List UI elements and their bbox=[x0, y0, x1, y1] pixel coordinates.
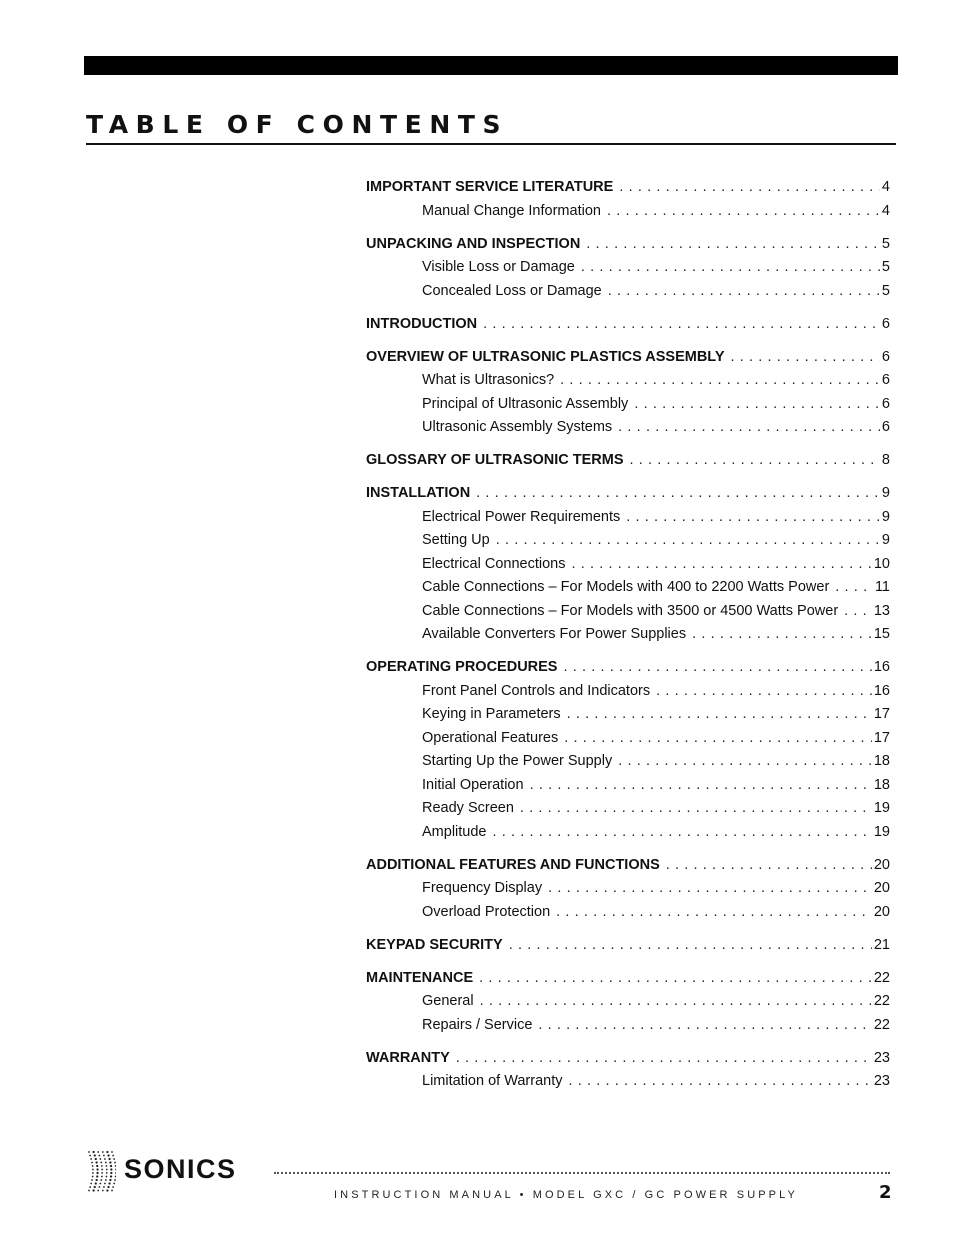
toc-subentry[interactable] bbox=[366, 990, 890, 1014]
toc-subentry[interactable] bbox=[366, 727, 890, 751]
toc-section-title: INTRODUCTION bbox=[366, 315, 478, 332]
toc-page-number: 9 bbox=[881, 485, 890, 501]
toc-subentry-title: Ultrasonic Assembly Systems bbox=[422, 419, 613, 435]
toc-section-title: MAINTENANCE bbox=[366, 969, 474, 986]
toc-subentry[interactable] bbox=[366, 877, 890, 901]
toc-page-number: 9 bbox=[881, 508, 890, 525]
toc-subentry[interactable] bbox=[366, 200, 890, 224]
toc-subentry-title: Front Panel Controls and Indicators bbox=[422, 682, 651, 699]
toc-section-entry[interactable] bbox=[366, 233, 890, 257]
toc-page-number: 22 bbox=[873, 969, 890, 986]
toc-section-entry[interactable] bbox=[366, 1047, 890, 1071]
dot-leader bbox=[608, 280, 880, 304]
toc-page-number: 18 bbox=[873, 753, 890, 769]
toc-subentry-title: Manual Change Information bbox=[422, 202, 601, 219]
dot-leader bbox=[656, 680, 872, 704]
toc-page-number: 9 bbox=[881, 532, 890, 548]
toc-section bbox=[366, 313, 890, 337]
toc-section bbox=[366, 1047, 890, 1094]
toc-page-number: 10 bbox=[873, 555, 890, 572]
dot-leader bbox=[731, 346, 880, 370]
toc-subentry-title: Ready Screen bbox=[422, 800, 514, 816]
toc-subentry-title: Operational Features bbox=[422, 729, 559, 746]
toc-page-number: 21 bbox=[873, 936, 890, 953]
toc-subentry-title: Concealed Loss or Damage bbox=[422, 282, 602, 299]
toc-section-entry[interactable] bbox=[366, 854, 890, 878]
toc-section bbox=[366, 346, 890, 440]
toc-subentry[interactable] bbox=[366, 1014, 890, 1038]
toc-page-number: 6 bbox=[881, 315, 890, 332]
page-title: TABLE OF CONTENTS bbox=[86, 110, 509, 139]
dot-leader bbox=[548, 877, 872, 901]
toc-section-title: IMPORTANT SERVICE LITERATURE bbox=[366, 179, 614, 195]
toc-section-entry[interactable] bbox=[366, 482, 890, 506]
toc-section-entry[interactable] bbox=[366, 346, 890, 370]
toc-section bbox=[366, 854, 890, 925]
toc-section-title: UNPACKING AND INSPECTION bbox=[366, 235, 581, 252]
toc-subentry[interactable] bbox=[366, 600, 890, 624]
toc-page-number: 5 bbox=[881, 282, 890, 299]
toc-subentry[interactable] bbox=[366, 901, 890, 925]
toc-section bbox=[366, 934, 890, 958]
toc-section bbox=[366, 233, 890, 304]
toc-page-number: 20 bbox=[873, 903, 890, 920]
toc-page-number: 4 bbox=[881, 179, 890, 195]
toc-section-title: OPERATING PROCEDURES bbox=[366, 659, 558, 675]
table-of-contents bbox=[366, 176, 890, 1094]
toc-page-number: 6 bbox=[881, 372, 890, 388]
toc-subentry[interactable] bbox=[366, 797, 890, 821]
toc-page-number: 18 bbox=[873, 776, 890, 793]
toc-page-number: 23 bbox=[873, 1073, 890, 1089]
toc-page-number: 22 bbox=[873, 1016, 890, 1033]
dot-leader bbox=[496, 529, 880, 553]
toc-page-number: 4 bbox=[881, 202, 890, 219]
toc-subentry-title: Keying in Parameters bbox=[422, 706, 561, 722]
toc-page-number: 5 bbox=[881, 235, 890, 252]
dot-leader bbox=[479, 967, 872, 991]
toc-section-entry[interactable] bbox=[366, 967, 890, 991]
dot-leader bbox=[568, 1070, 871, 1094]
toc-section bbox=[366, 967, 890, 1038]
dot-leader bbox=[476, 482, 880, 506]
toc-subentry[interactable] bbox=[366, 506, 890, 530]
dot-leader bbox=[483, 313, 880, 337]
toc-subentry[interactable] bbox=[366, 576, 890, 600]
page-number: 2 bbox=[879, 1182, 892, 1203]
footer-manual-title: INSTRUCTION MANUAL • MODEL GXC / GC POWER SUPPLY bbox=[334, 1189, 798, 1201]
dot-leader bbox=[563, 656, 871, 680]
dot-leader bbox=[626, 506, 880, 530]
toc-subentry-title: Cable Connections – For Models with 400 to 2200 Watts Power bbox=[422, 579, 830, 595]
toc-subentry[interactable] bbox=[366, 680, 890, 704]
toc-page-number: 23 bbox=[873, 1049, 890, 1066]
footer-dotted-rule bbox=[274, 1160, 890, 1174]
toc-section-entry[interactable] bbox=[366, 176, 890, 200]
toc-page-number: 6 bbox=[881, 395, 890, 412]
toc-subentry[interactable] bbox=[366, 774, 890, 798]
dot-leader bbox=[560, 369, 880, 393]
toc-page-number: 11 bbox=[874, 579, 890, 595]
toc-subentry-title: Cable Connections – For Models with 3500 or 4500 Watts Power bbox=[422, 602, 839, 619]
toc-page-number: 19 bbox=[873, 823, 890, 840]
toc-section-title: INSTALLATION bbox=[366, 485, 471, 501]
dot-leader bbox=[619, 176, 880, 200]
toc-page-number: 5 bbox=[881, 259, 890, 275]
toc-subentry-title: Electrical Connections bbox=[422, 555, 566, 572]
dot-leader bbox=[480, 990, 872, 1014]
title-rule bbox=[86, 143, 896, 145]
toc-section bbox=[366, 176, 890, 223]
dot-leader bbox=[564, 727, 872, 751]
toc-section bbox=[366, 656, 890, 844]
toc-section-title: KEYPAD SECURITY bbox=[366, 936, 503, 953]
toc-section bbox=[366, 449, 890, 473]
dot-leader bbox=[835, 576, 873, 600]
toc-page-number: 13 bbox=[873, 602, 890, 619]
toc-subentry-title: What is Ultrasonics? bbox=[422, 372, 555, 388]
dot-leader bbox=[692, 623, 872, 647]
dot-leader bbox=[618, 416, 880, 440]
dot-leader bbox=[618, 750, 872, 774]
brand-name: SONICS bbox=[124, 1154, 237, 1184]
toc-subentry-title: Initial Operation bbox=[422, 776, 524, 793]
toc-section-entry[interactable] bbox=[366, 313, 890, 337]
dot-leader bbox=[581, 256, 880, 280]
sonics-logo-icon bbox=[86, 1150, 116, 1192]
toc-subentry[interactable] bbox=[366, 703, 890, 727]
dot-leader bbox=[634, 393, 880, 417]
toc-subentry[interactable] bbox=[366, 1070, 890, 1094]
toc-subentry[interactable] bbox=[366, 369, 890, 393]
dot-leader bbox=[571, 553, 871, 577]
dot-leader bbox=[530, 774, 872, 798]
toc-section-title: GLOSSARY OF ULTRASONIC TERMS bbox=[366, 452, 624, 468]
toc-subentry-title: General bbox=[422, 993, 474, 1009]
toc-page-number: 8 bbox=[881, 452, 890, 468]
dot-leader bbox=[456, 1047, 872, 1071]
toc-page-number: 17 bbox=[873, 729, 890, 746]
toc-page-number: 15 bbox=[873, 626, 890, 642]
dot-leader bbox=[509, 934, 872, 958]
toc-page-number: 19 bbox=[873, 800, 890, 816]
toc-section-title: WARRANTY bbox=[366, 1049, 450, 1066]
toc-subentry-title: Frequency Display bbox=[422, 880, 543, 896]
toc-section-title: OVERVIEW OF ULTRASONIC PLASTICS ASSEMBLY bbox=[366, 348, 725, 365]
toc-section-entry[interactable] bbox=[366, 934, 890, 958]
toc-page-number: 20 bbox=[873, 856, 890, 873]
toc-subentry-title: Repairs / Service bbox=[422, 1016, 533, 1033]
toc-section-entry[interactable] bbox=[366, 449, 890, 473]
toc-page-number: 16 bbox=[873, 659, 890, 675]
toc-subentry-title: Setting Up bbox=[422, 532, 490, 548]
toc-page-number: 6 bbox=[881, 419, 890, 435]
toc-subentry[interactable] bbox=[366, 529, 890, 553]
toc-subentry-title: Amplitude bbox=[422, 823, 487, 840]
toc-page-number: 22 bbox=[873, 993, 890, 1009]
toc-section-entry[interactable] bbox=[366, 656, 890, 680]
toc-section bbox=[366, 482, 890, 647]
toc-page-number: 17 bbox=[873, 706, 890, 722]
dot-leader bbox=[630, 449, 880, 473]
toc-section-title: ADDITIONAL FEATURES AND FUNCTIONS bbox=[366, 856, 660, 873]
toc-subentry-title: Visible Loss or Damage bbox=[422, 259, 575, 275]
toc-subentry[interactable] bbox=[366, 280, 890, 304]
header-bar bbox=[84, 56, 898, 75]
toc-subentry-title: Electrical Power Requirements bbox=[422, 508, 621, 525]
dot-leader bbox=[567, 703, 872, 727]
toc-page-number: 16 bbox=[873, 682, 890, 699]
toc-subentry[interactable] bbox=[366, 623, 890, 647]
dot-leader bbox=[844, 600, 872, 624]
dot-leader bbox=[492, 821, 871, 845]
toc-page-number: 20 bbox=[873, 880, 890, 896]
toc-subentry[interactable] bbox=[366, 416, 890, 440]
dot-leader bbox=[520, 797, 872, 821]
toc-subentry-title: Principal of Ultrasonic Assembly bbox=[422, 395, 629, 412]
toc-subentry[interactable] bbox=[366, 256, 890, 280]
toc-subentry[interactable] bbox=[366, 553, 890, 577]
toc-subentry-title: Available Converters For Power Supplies bbox=[422, 626, 687, 642]
dot-leader bbox=[556, 901, 872, 925]
toc-subentry[interactable] bbox=[366, 821, 890, 845]
dot-leader bbox=[586, 233, 880, 257]
toc-subentry-title: Limitation of Warranty bbox=[422, 1073, 563, 1089]
dot-leader bbox=[538, 1014, 871, 1038]
dot-leader bbox=[666, 854, 872, 878]
toc-subentry-title: Starting Up the Power Supply bbox=[422, 753, 613, 769]
toc-page-number: 6 bbox=[881, 348, 890, 365]
toc-subentry[interactable] bbox=[366, 750, 890, 774]
toc-subentry[interactable] bbox=[366, 393, 890, 417]
toc-subentry-title: Overload Protection bbox=[422, 903, 551, 920]
dot-leader bbox=[607, 200, 880, 224]
